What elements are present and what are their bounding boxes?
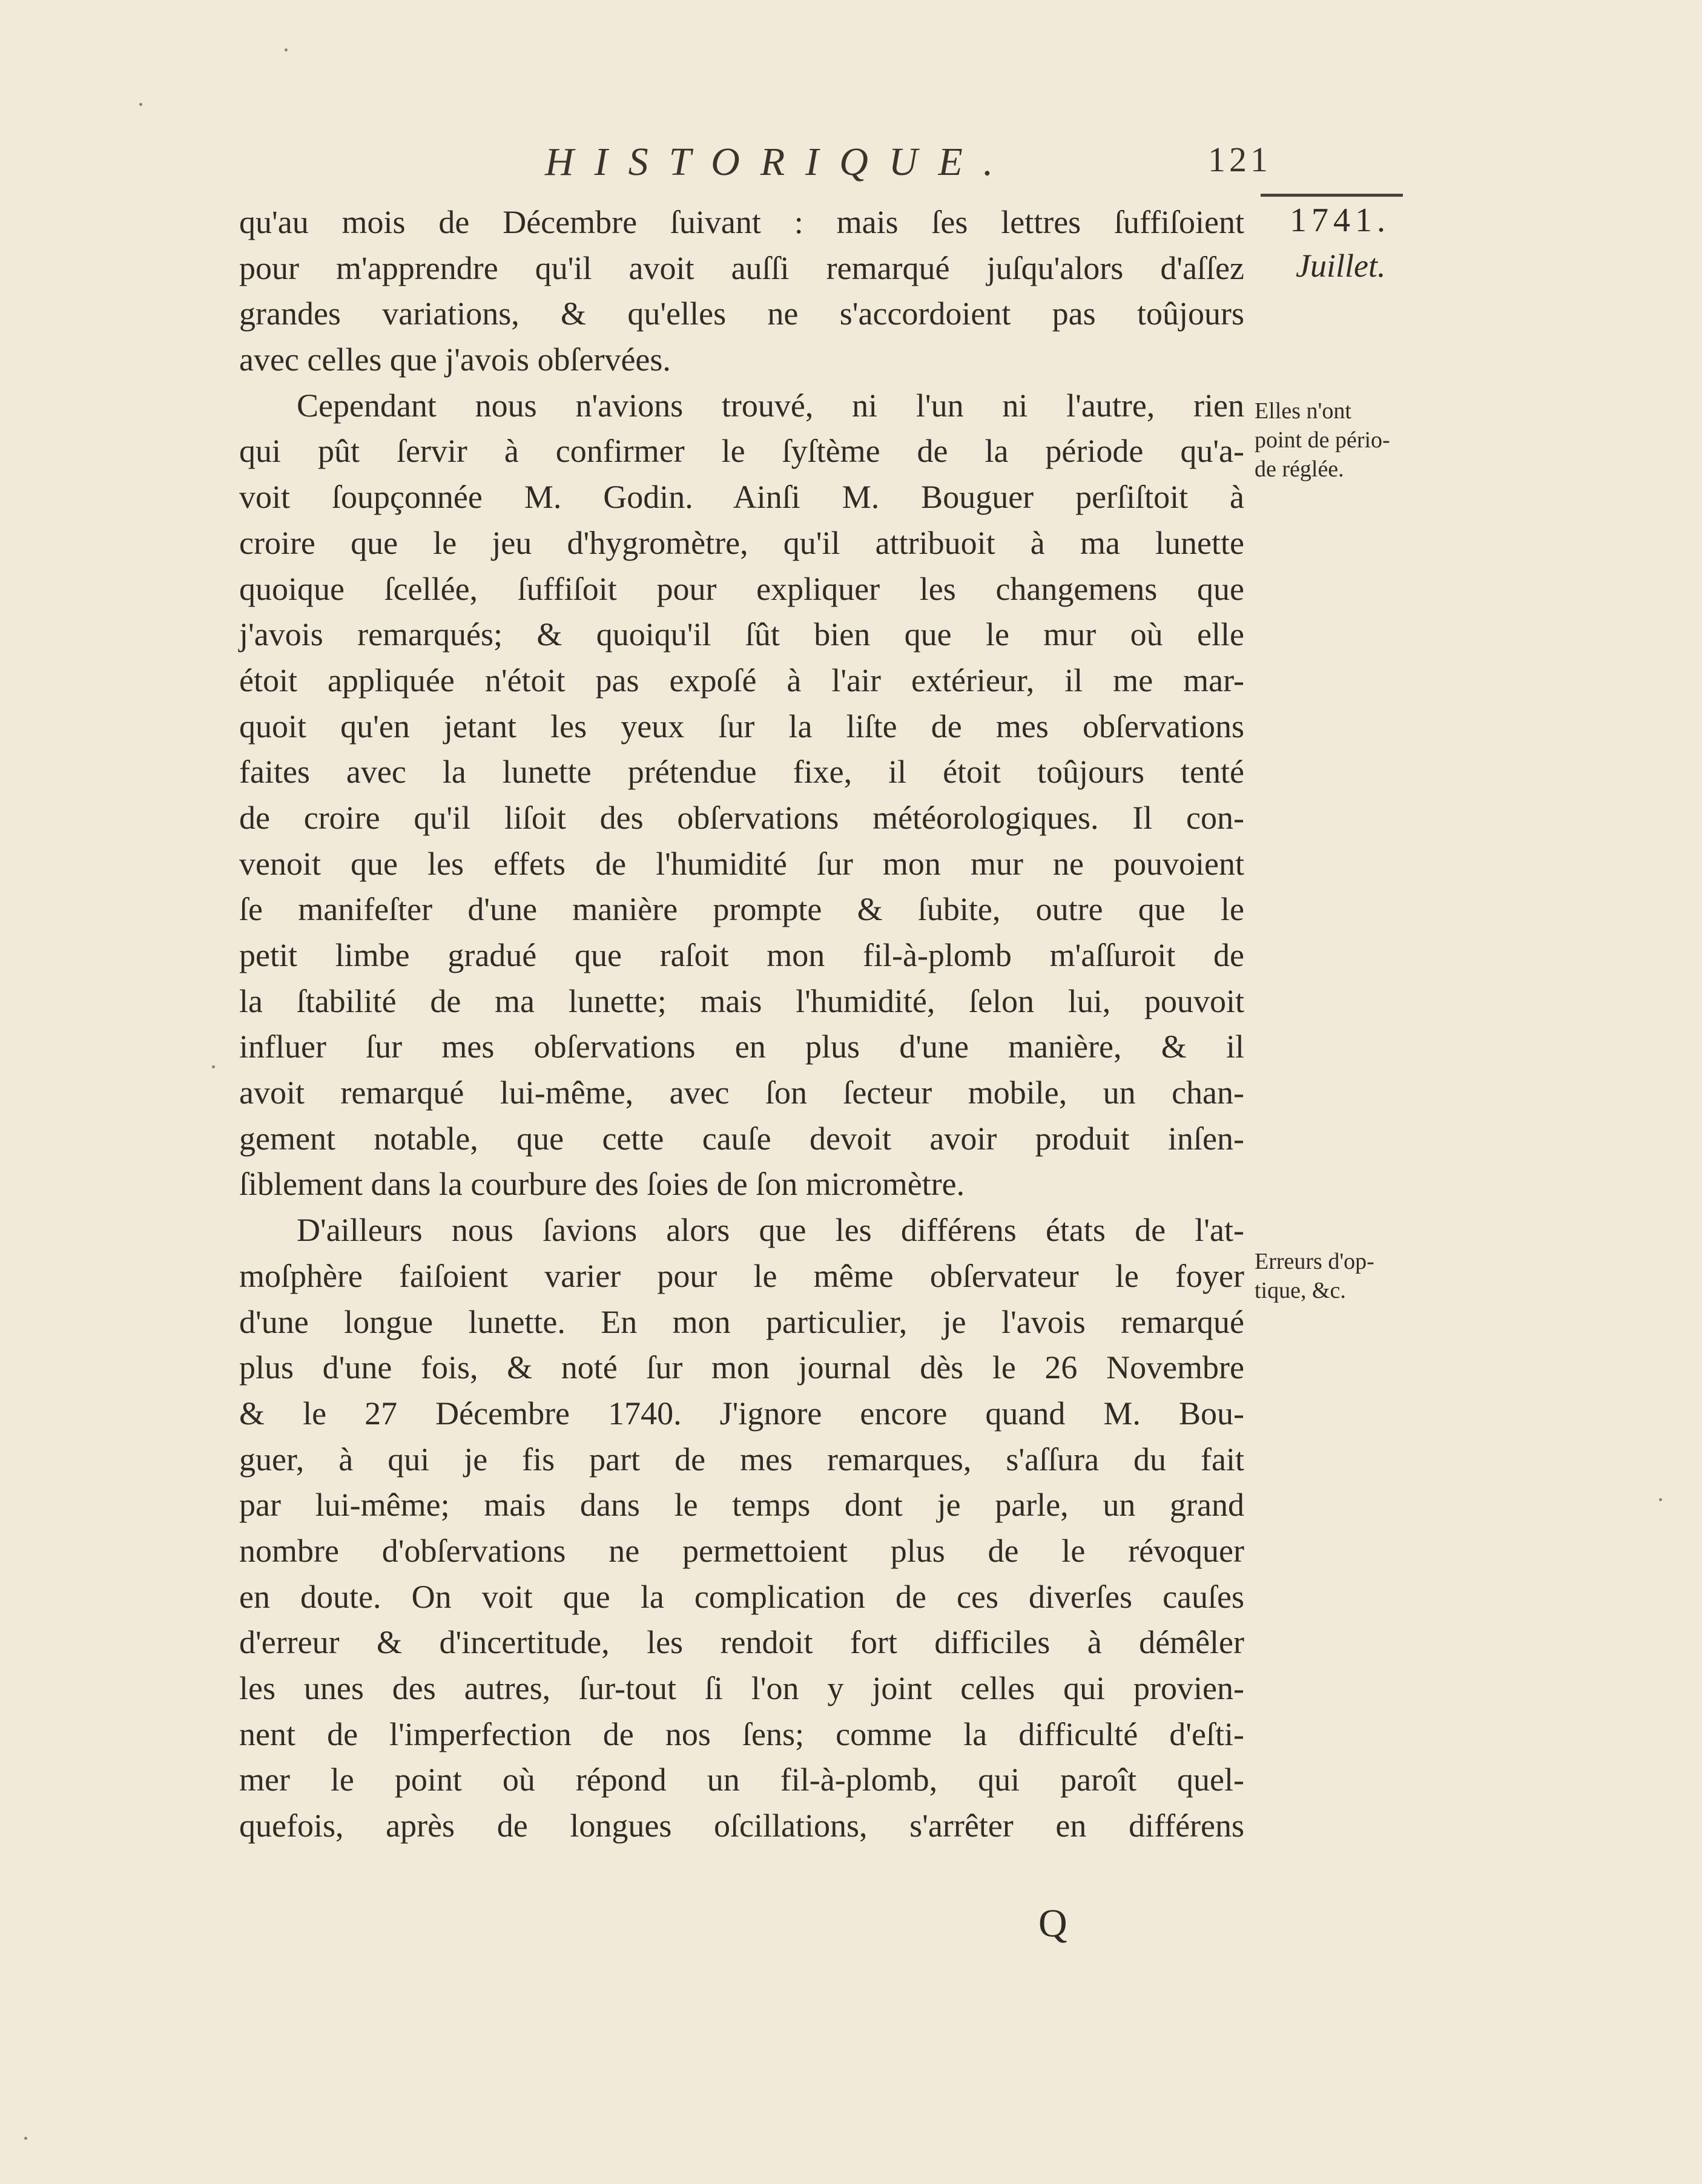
text-line: quefois, après de longues oſcillations, s'arrêter en différens (239, 1807, 1244, 1844)
text-line: moſphère faiſoient varier pour le même obſervateur le foyer (239, 1257, 1244, 1294)
text-line: influer ſur mes obſervations en plus d'une manière, & il (239, 1028, 1244, 1065)
text-line: avec celles que j'avois obſervées. (239, 341, 671, 378)
text-line: ſe manifeſter d'une manière prompte & ſubite, outre que le (239, 891, 1244, 928)
margin-note-line: tique, &c. (1255, 1278, 1346, 1303)
text-line: qu'au mois de Décembre ſuivant : mais ſes lettres ſuffiſoient (239, 204, 1244, 240)
text-line: guer, à qui je fis part de mes remarques, s'aſſura du fait (239, 1441, 1244, 1478)
text-line: quoit qu'en jetant les yeux ſur la liſte de mes obſervations (239, 708, 1244, 745)
paper-speck (139, 103, 142, 106)
text-line: étoit appliquée n'étoit pas expoſé à l'air extérieur, il me mar- (239, 662, 1244, 699)
text-line: d'une longue lunette. En mon particulier, je l'avois remarqué (239, 1303, 1244, 1340)
text-line: petit limbe gradué que raſoit mon fil-à-plomb m'aſſuroit de (239, 937, 1244, 973)
margin-note-optics (1255, 1247, 1448, 1305)
margin-month: Juillet. (1296, 248, 1386, 284)
margin-note-period (1255, 396, 1448, 484)
text-line: mer le point où répond un fil-à-plomb, qui paroît quel- (239, 1761, 1244, 1798)
margin-rule (1261, 194, 1403, 197)
margin-note-line: Erreurs d'op- (1255, 1249, 1374, 1274)
text-line: la ſtabilité de ma lunette; mais l'humidité, ſelon lui, pouvoit (239, 982, 1244, 1019)
paper-speck (212, 1065, 215, 1068)
text-line: d'erreur & d'incertitude, les rendoit fort difficiles à démêler (239, 1624, 1244, 1661)
text-line: j'avois remarqués; & quoiqu'il ſût bien que le mur où elle (239, 616, 1244, 653)
page-header (545, 139, 1272, 194)
text-line: pour m'apprendre qu'il avoit auſſi remarqué juſqu'alors d'aſſez (239, 249, 1244, 286)
text-line: grandes variations, & qu'elles ne s'accordoient pas toûjours (239, 295, 1244, 332)
running-title: HISTORIQUE. (545, 140, 1014, 184)
margin-note-line: de réglée. (1255, 456, 1344, 482)
margin-year: 1741. (1290, 202, 1390, 239)
text-line: voit ſoupçonnée M. Godin. Ainſi M. Bouguer perſiſtoit à (239, 479, 1244, 516)
text-line: D'ailleurs nous ſavions alors que les différens états de l'at- (297, 1212, 1244, 1249)
text-line: de croire qu'il liſoit des obſervations météorologiques. Il con- (239, 799, 1244, 836)
text-line: les unes des autres, ſur-tout ſi l'on y joint celles qui provien- (239, 1670, 1244, 1706)
text-line: Cependant nous n'avions trouvé, ni l'un ni l'autre, rien (297, 387, 1244, 424)
text-line: qui pût ſervir à confirmer le ſyſtème de la période qu'a- (239, 433, 1244, 470)
text-line: nent de l'imperfection de nos ſens; comme la difficulté d'eſti- (239, 1715, 1244, 1752)
text-line: croire que le jeu d'hygromètre, qu'il attribuoit à ma lunette (239, 524, 1244, 561)
text-line: faites avec la lunette prétendue fixe, il étoit toûjours tenté (239, 754, 1244, 791)
body-text (239, 200, 1244, 1849)
text-line: & le 27 Décembre 1740. J'ignore encore quand M. Bou- (239, 1395, 1244, 1432)
text-line: avoit remarqué lui-même, avec ſon ſecteur mobile, un chan- (239, 1074, 1244, 1111)
text-line: venoit que les effets de l'humidité ſur mon mur ne pouvoient (239, 845, 1244, 882)
text-line: gement notable, que cette cauſe devoit avoir produit inſen- (239, 1120, 1244, 1157)
text-line: nombre d'obſervations ne permettoient plus de le révoquer (239, 1532, 1244, 1569)
margin-note-line: point de pério- (1255, 427, 1390, 453)
text-line: ſiblement dans la courbure des ſoies de ſon micromètre. (239, 1166, 965, 1203)
text-line: plus d'une fois, & noté ſur mon journal dès le 26 Novembre (239, 1349, 1244, 1386)
page-number: 121 (1208, 140, 1272, 179)
paper-speck (285, 48, 288, 51)
margin-note-line: Elles n'ont (1255, 398, 1351, 424)
text-line: en doute. On voit que la complication de ces diverſes cauſes (239, 1578, 1244, 1615)
paper-speck (1659, 1498, 1662, 1501)
signature-mark: Q (1038, 1901, 1067, 1946)
text-line: quoique ſcellée, ſuffiſoit pour expliquer les changemens que (239, 570, 1244, 607)
text-line: par lui-même; mais dans le temps dont je parle, un grand (239, 1487, 1244, 1524)
paper-speck (24, 2137, 27, 2140)
